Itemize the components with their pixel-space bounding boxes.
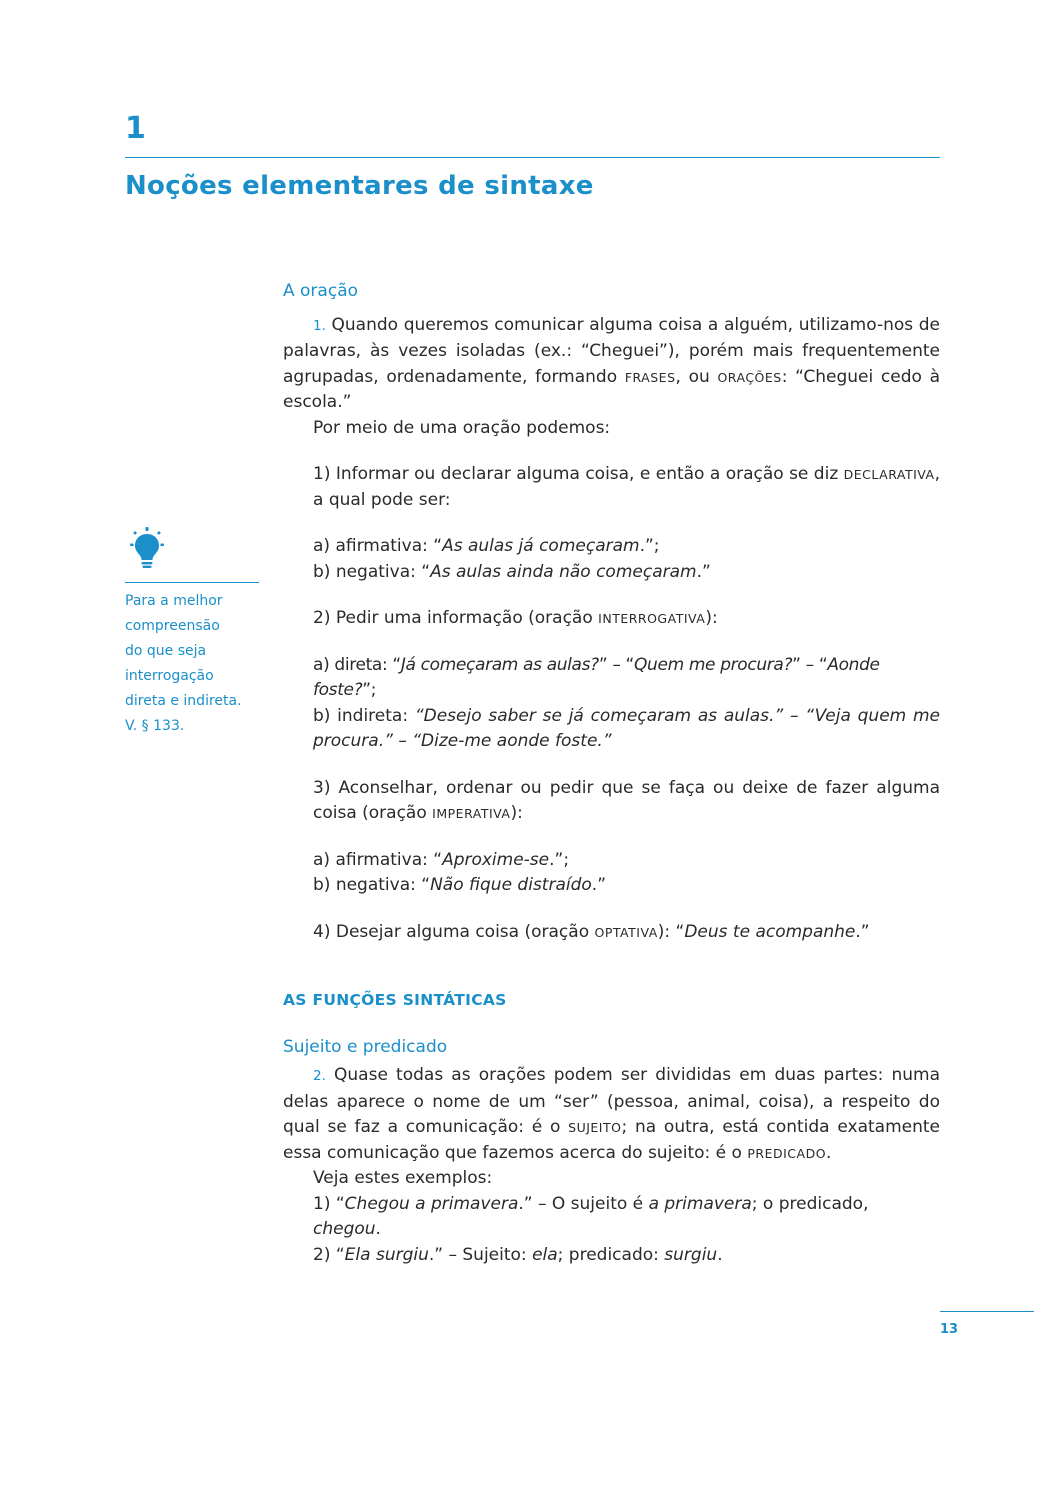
tip-divider [125,582,259,583]
example-negativa: b) negativa: “As aulas ainda não começaram.” [313,561,711,582]
example-direta: a) direta: “Já começaram as aulas?” – “Quem me procura?” – “Aonde foste?”; [313,654,880,700]
paragraph-1: 1. Quando queremos comunicar alguma coisa a alguém, utilizamo-nos de palavras, às vezes isoladas (ex.: “Cheguei”), porém mais frequentemente agrupadas, ordenadamente, formando FRASES, ou ORAÇÕES: “Cheguei cedo à escola.” [283,314,940,412]
chapter-divider [125,157,940,158]
chapter-number: 1 [125,111,146,146]
example-1: 1) “Chegou a primavera.” – O sujeito é a primavera; o predicado, chegou. [313,1193,869,1239]
tip-text: Para a melhor compreensão do que seja interrogação direta e indireta. V. § 133. [125,593,242,734]
subsection-heading-sujeito: Sujeito e predicado [283,1036,448,1057]
example-imperativa-negativa: b) negativa: “Não fique distraído.” [313,875,607,895]
paragraph-4: Veja estes exemplos: [313,1168,493,1188]
example-imperativa-afirmativa: a) afirmativa: “Aproxime-se.”; [313,849,570,870]
example-indireta: b) indireta: “Desejo saber se já começaram as aulas.” – “Veja quem me procura.” – “Dize-me aonde foste.” [313,705,940,751]
sidebar-tip [125,527,259,739]
item-declarativa: 1) Informar ou declarar alguma coisa, e então a oração se diz DECLARATIVA, a qual pode ser: [313,464,940,510]
item-imperativa: 3) Aconselhar, ordenar ou pedir que se faça ou deixe de fazer alguma coisa (oração IMPERATIVA): [313,777,940,823]
footer-divider [940,1311,1034,1312]
section-heading-oracao: A oração [283,281,359,301]
paragraph-3: 2. Quase todas as orações podem ser divididas em duas partes: numa delas aparece o nome de um “ser” (pessoa, animal, coisa), a respeito do qual se faz a comunicação: é o SUJEITO; na outra, está contida exatamente essa comunicação que fazemos acerca do sujeito: é o PREDICADO. [283,1065,940,1163]
main-text [283,279,940,1268]
chapter-title: Noções elementares de sintaxe [125,171,594,201]
section-heading-funcoes: AS FUNÇÕES SINTÁTICAS [283,991,507,1009]
page-number: 13 [940,1322,959,1337]
item-optativa: 4) Desejar alguma coisa (oração OPTATIVA): “Deus te acompanhe.” [313,921,870,942]
paragraph-number: 1. [313,317,326,334]
example-2: 2) “Ela surgiu.” – Sujeito: ela; predicado: surgiu. [313,1244,723,1265]
paragraph-number: 2. [313,1068,326,1084]
item-interrogativa: 2) Pedir uma informação (oração INTERROGATIVA): [313,608,718,628]
example-afirmativa: a) afirmativa: “As aulas já começaram.”; [313,536,660,556]
paragraph-2: Por meio de uma oração podemos: [313,417,611,438]
lightbulb-icon [125,527,169,573]
